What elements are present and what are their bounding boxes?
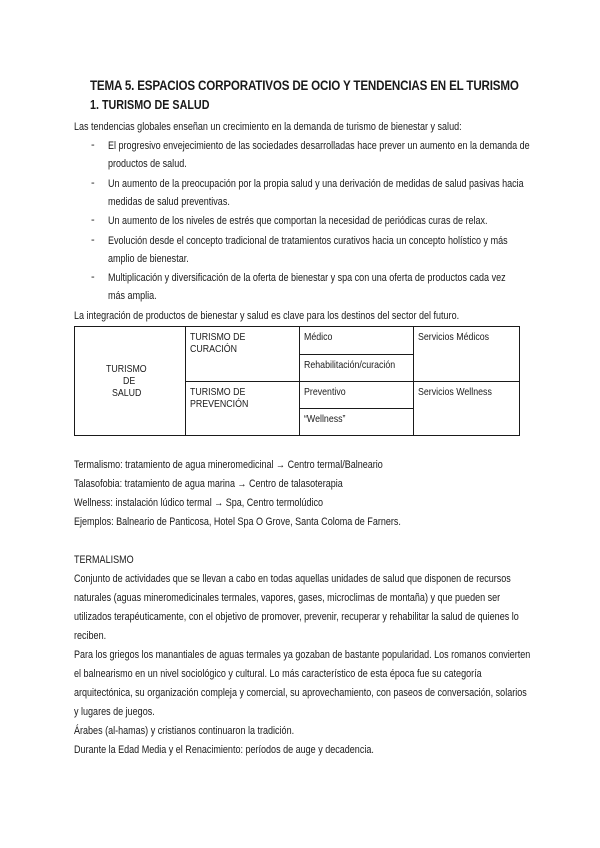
table-cell-curacion: TURISMO DE CURACIÓN <box>186 327 300 382</box>
bullet-line: más amplia. <box>108 290 157 302</box>
intro-paragraph: Las tendencias globales enseñan un crecimiento en la demanda de turismo de bienestar y salud: <box>74 121 462 133</box>
definition-line: Ejemplos: Balneario de Panticosa, Hotel Spa O Grove, Santa Coloma de Farners. <box>74 516 401 528</box>
bullet-line: El progresivo envejecimiento de las sociedades desarrolladas hace prever un aumento en la demanda de <box>108 140 530 152</box>
bullet-marker: - <box>91 271 95 283</box>
table-cell-servicios-medicos: Servicios Médicos <box>414 327 520 382</box>
table-cell-prevencion: TURISMO DE PREVENCIÓN <box>186 382 300 436</box>
bullet-line: productos de salud. <box>108 158 187 170</box>
bullet-line: Un aumento de los niveles de estrés que comportan la necesidad de periódicas curas de relax. <box>108 215 488 227</box>
bullet-line: amplio de bienestar. <box>108 253 189 265</box>
bullet-line: medidas de salud preventivas. <box>108 196 230 208</box>
table-cell-rehabilitacion: Rehabilitación/curación <box>300 355 414 382</box>
health-tourism-table <box>74 326 520 436</box>
table-cell-preventivo: Preventivo <box>300 382 414 409</box>
table-cell-wellness: “Wellness” <box>300 409 414 436</box>
paragraph-line: reciben. <box>74 630 107 642</box>
document-title: TEMA 5. ESPACIOS CORPORATIVOS DE OCIO Y TENDENCIAS EN EL TURISMO <box>90 78 519 93</box>
paragraph-line: el balnearismo en un nivel sociológico y cultural. Lo más característico de esta época fue su categoría <box>74 668 482 680</box>
integration-sentence: La integración de productos de bienestar y salud es clave para los destinos del sector del futuro. <box>74 310 460 322</box>
paragraph-line: utilizados terapéuticamente, con el objetivo de promover, prevenir, recuperar y rehabilitar la salud de quienes lo <box>74 611 519 623</box>
table-cell-root: TURISMO DE SALUD <box>75 327 186 436</box>
bullet-line: Evolución desde el concepto tradicional de tratamientos curativos hacia un concepto holístico y más <box>108 235 508 247</box>
section-heading: 1. TURISMO DE SALUD <box>90 98 210 112</box>
bullet-marker: - <box>91 234 95 246</box>
table-cell-servicios-wellness: Servicios Wellness <box>414 382 520 436</box>
definition-line: Talasofobia: tratamiento de agua marina → Centro de talasoterapia <box>74 478 343 490</box>
paragraph-line: Conjunto de actividades que se llevan a cabo en todas aquellas unidades de salud que disponen de recursos <box>74 573 511 585</box>
paragraph-line: Durante la Edad Media y el Renacimiento: períodos de auge y decadencia. <box>74 744 374 756</box>
bullet-marker: - <box>91 214 95 226</box>
termalismo-heading: TERMALISMO <box>74 554 134 566</box>
bullet-line: Un aumento de la preocupación por la propia salud y una derivación de medidas de salud pasivas hacia <box>108 178 524 190</box>
paragraph-line: arquitectónica, su organización compleja y comercial, su aprovechamiento, con paseos de conversación, solarios <box>74 687 527 699</box>
paragraph-line: Para los griegos los manantiales de aguas termales ya gozaban de bastante popularidad. Los romanos convierten <box>74 649 531 661</box>
paragraph-line: y lugares de juegos. <box>74 706 155 718</box>
bullet-marker: - <box>91 177 95 189</box>
paragraph-line: naturales (aguas mineromedicinales termales, vapores, gases, microclimas de montaña) y que pueden ser <box>74 592 501 604</box>
bullet-marker: - <box>91 139 95 151</box>
paragraph-line: Árabes (al-hamas) y cristianos continuaron la tradición. <box>74 725 295 737</box>
definition-line: Termalismo: tratamiento de agua mineromedicinal → Centro termal/Balneario <box>74 459 383 471</box>
bullet-line: Multiplicación y diversificación de la oferta de bienestar y spa con una oferta de productos cada vez <box>108 272 506 284</box>
definition-line: Wellness: instalación lúdico termal → Spa, Centro termolúdico <box>74 497 323 509</box>
table-cell-medico: Médico <box>300 327 414 355</box>
